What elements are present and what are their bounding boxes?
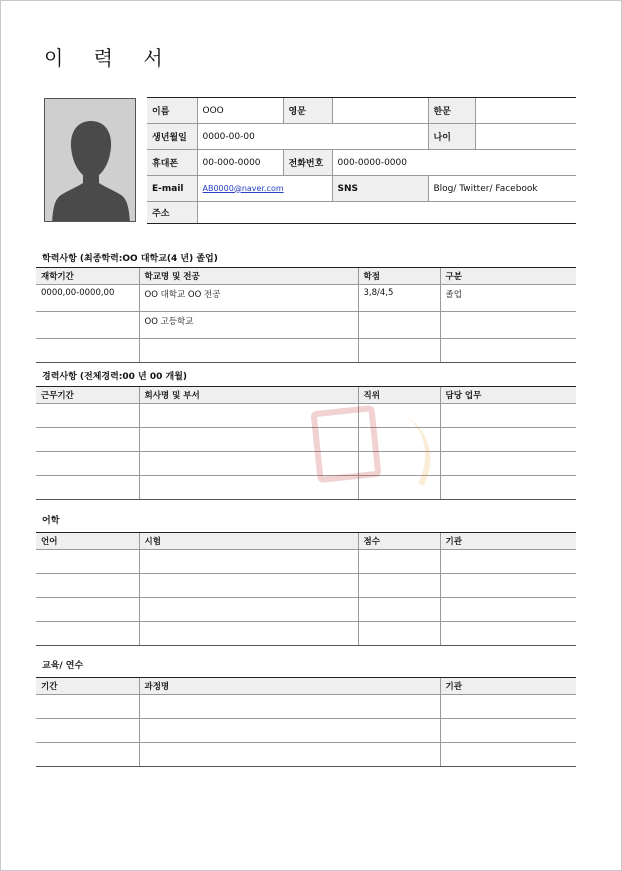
table-cell[interactable] (440, 743, 576, 767)
table-cell[interactable] (440, 476, 576, 500)
language-table (36, 532, 576, 646)
personal-info-table (147, 97, 576, 224)
language-header-institution: 기관 (440, 533, 576, 550)
table-row (36, 404, 576, 428)
table-cell[interactable] (358, 428, 440, 452)
table-row (36, 339, 576, 363)
table-cell[interactable] (358, 404, 440, 428)
table-row (36, 622, 576, 646)
english-name-value[interactable] (332, 98, 428, 124)
language-header-test: 시험 (139, 533, 358, 550)
education-section-title: 학력사항 (최종학력:OO 대학교(4 년) 졸업) (42, 254, 218, 264)
address-value[interactable] (197, 202, 576, 224)
table-cell[interactable]: OO 고등학교 (139, 312, 358, 339)
language-header-score: 점수 (358, 533, 440, 550)
training-header-course: 과정명 (139, 678, 440, 695)
career-header-period: 근무기간 (36, 387, 139, 404)
language-section-title: 어학 (42, 516, 60, 526)
career-table (36, 386, 576, 500)
table-cell[interactable] (358, 312, 440, 339)
table-cell[interactable] (139, 719, 440, 743)
table-cell[interactable] (139, 743, 440, 767)
education-header-period: 재학기간 (36, 268, 139, 285)
table-cell[interactable] (358, 339, 440, 363)
mobile-value[interactable]: 00-000-0000 (197, 150, 283, 176)
career-header-position: 직위 (358, 387, 440, 404)
table-row (36, 476, 576, 500)
education-header-gpa: 학점 (358, 268, 440, 285)
table-cell[interactable] (36, 695, 139, 719)
table-cell[interactable] (440, 339, 576, 363)
table-cell[interactable] (139, 550, 358, 574)
table-cell[interactable] (440, 622, 576, 646)
table-cell[interactable]: 3,8/4,5 (358, 285, 440, 312)
table-row (36, 743, 576, 767)
education-header-status: 구분 (440, 268, 576, 285)
table-cell[interactable] (139, 622, 358, 646)
table-cell[interactable] (440, 719, 576, 743)
email-link[interactable]: AB0000@naver.com (202, 183, 284, 193)
training-table (36, 677, 576, 767)
phone-label: 전화번호 (283, 150, 332, 176)
photo-placeholder[interactable] (44, 98, 136, 222)
training-header-period: 기간 (36, 678, 139, 695)
table-row (36, 719, 576, 743)
hanja-name-value[interactable] (475, 98, 576, 124)
table-cell[interactable]: 졸업 (440, 285, 576, 312)
training-header-institution: 기관 (440, 678, 576, 695)
hanja-name-label: 한문 (428, 98, 475, 124)
table-cell[interactable] (36, 404, 139, 428)
english-name-label: 영문 (283, 98, 332, 124)
table-cell[interactable]: OO 대학교 OO 전공 (139, 285, 358, 312)
table-cell[interactable] (36, 452, 139, 476)
career-header-duties: 담당 업무 (440, 387, 576, 404)
table-cell[interactable] (36, 476, 139, 500)
table-row (36, 550, 576, 574)
address-label: 주소 (147, 202, 197, 224)
table-row (36, 598, 576, 622)
table-cell[interactable] (36, 598, 139, 622)
person-silhouette-icon (45, 99, 136, 222)
table-cell[interactable] (36, 743, 139, 767)
table-cell[interactable] (36, 550, 139, 574)
table-row (36, 574, 576, 598)
sns-label: SNS (332, 176, 428, 202)
table-cell[interactable] (36, 622, 139, 646)
sns-value[interactable]: Blog/ Twitter/ Facebook (428, 176, 576, 202)
table-row (36, 285, 576, 312)
phone-value[interactable]: 000-0000-0000 (332, 150, 576, 176)
career-section-title: 경력사항 (전체경력:00 년 00 개월) (42, 372, 188, 382)
name-value[interactable]: OOO (197, 98, 283, 124)
table-cell[interactable]: 0000,00-0000,00 (36, 285, 139, 312)
table-cell[interactable] (139, 428, 358, 452)
table-cell[interactable] (358, 550, 440, 574)
table-cell[interactable] (36, 339, 139, 363)
birth-label: 생년월일 (147, 124, 197, 150)
table-row (36, 695, 576, 719)
table-cell[interactable] (440, 428, 576, 452)
table-row (36, 312, 576, 339)
age-label: 나이 (428, 124, 475, 150)
birth-value[interactable]: 0000-00-00 (197, 124, 428, 150)
mobile-label: 휴대폰 (147, 150, 197, 176)
table-cell[interactable] (139, 695, 440, 719)
table-cell[interactable] (440, 452, 576, 476)
name-label: 이름 (147, 98, 197, 124)
education-header-school: 학교명 및 전공 (139, 268, 358, 285)
table-cell[interactable] (139, 598, 358, 622)
training-section-title: 교육/ 연수 (42, 661, 84, 671)
career-header-company: 회사명 및 부서 (139, 387, 358, 404)
table-cell[interactable] (139, 339, 358, 363)
table-cell[interactable] (440, 404, 576, 428)
table-cell[interactable] (358, 574, 440, 598)
table-cell[interactable] (358, 476, 440, 500)
table-cell[interactable] (440, 312, 576, 339)
table-cell[interactable] (358, 598, 440, 622)
table-cell[interactable] (36, 428, 139, 452)
table-cell[interactable] (358, 622, 440, 646)
table-cell[interactable] (440, 598, 576, 622)
age-value[interactable] (475, 124, 576, 150)
table-cell[interactable] (358, 452, 440, 476)
table-cell[interactable] (139, 452, 358, 476)
table-cell[interactable] (440, 695, 576, 719)
table-cell[interactable] (36, 574, 139, 598)
table-cell[interactable] (440, 550, 576, 574)
table-cell[interactable] (440, 574, 576, 598)
table-row (36, 428, 576, 452)
language-header-language: 언어 (36, 533, 139, 550)
table-cell[interactable] (36, 312, 139, 339)
document-title: 이 력 서 (44, 46, 175, 70)
email-label: E-mail (147, 176, 197, 202)
table-cell[interactable] (139, 574, 358, 598)
education-table (36, 267, 576, 363)
table-cell[interactable] (139, 476, 358, 500)
table-cell[interactable] (36, 719, 139, 743)
table-row (36, 452, 576, 476)
table-cell[interactable] (139, 404, 358, 428)
